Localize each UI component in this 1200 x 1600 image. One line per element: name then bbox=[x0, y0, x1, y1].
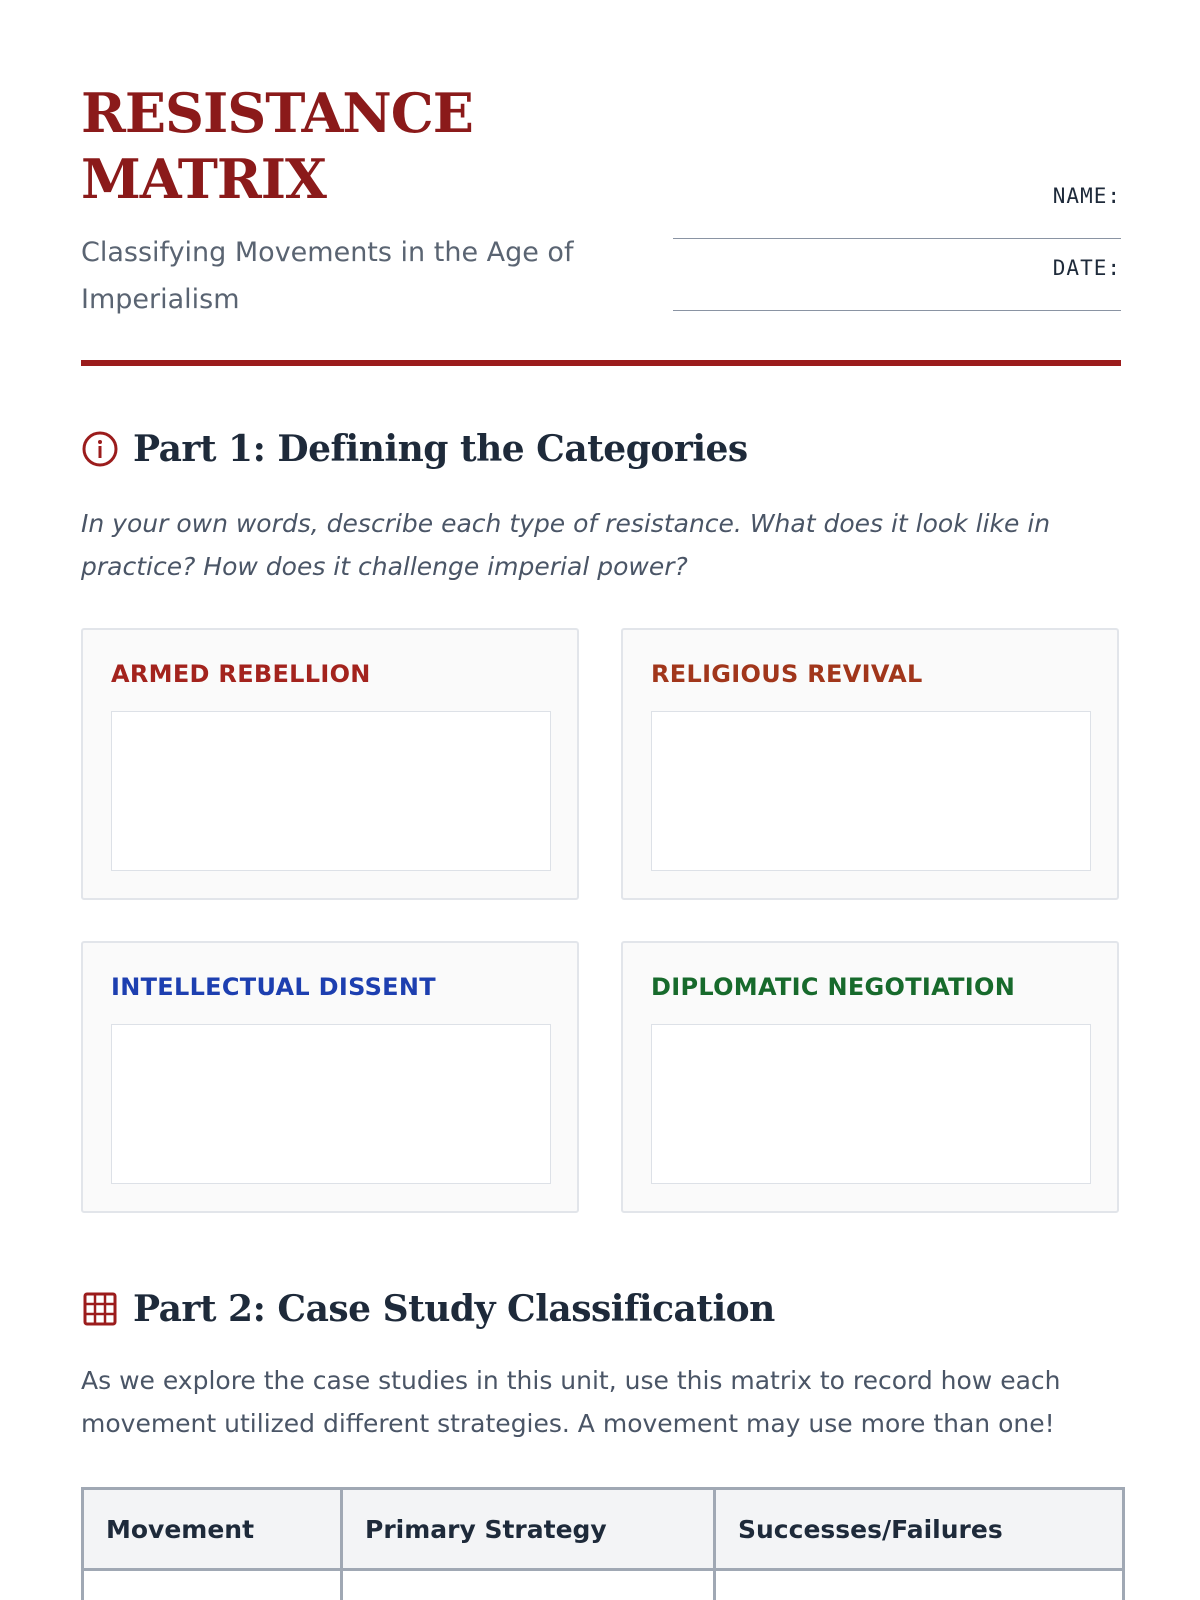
table-cell[interactable] bbox=[83, 1570, 342, 1600]
info-circle-icon bbox=[81, 430, 119, 468]
date-field[interactable] bbox=[673, 246, 1121, 318]
category-card-diplomatic-negotiation bbox=[621, 941, 1119, 1213]
category-answer-box[interactable] bbox=[111, 711, 551, 871]
table-header-row bbox=[83, 1489, 1124, 1570]
category-answer-box[interactable] bbox=[651, 1024, 1091, 1184]
title-line-2: MATRIX bbox=[81, 147, 326, 211]
part1-instructions: In your own words, describe each type of resistance. What does it look like in practice? How does it challenge imperial power? bbox=[81, 509, 1051, 581]
part1-title: Part 1: Defining the Categories bbox=[133, 428, 748, 470]
category-card-religious-revival bbox=[621, 628, 1119, 900]
table-cell[interactable] bbox=[342, 1570, 715, 1600]
name-field[interactable] bbox=[673, 174, 1121, 246]
name-line[interactable] bbox=[673, 238, 1121, 239]
part2-instructions: As we explore the case studies in this unit, use this matrix to record how each movement utilized different strategies. A movement may use more than one! bbox=[81, 1366, 1061, 1438]
header-divider bbox=[81, 360, 1121, 366]
student-info-fields bbox=[673, 174, 1121, 318]
category-answer-box[interactable] bbox=[111, 1024, 551, 1184]
category-card-armed-rebellion bbox=[81, 628, 579, 900]
worksheet-page bbox=[81, 0, 1121, 1544]
part2-heading bbox=[81, 1287, 775, 1331]
category-title: INTELLECTUAL DISSENT bbox=[111, 973, 436, 1001]
column-header-movement: Movement bbox=[83, 1489, 342, 1570]
column-header-successes-failures: Successes/Failures bbox=[715, 1489, 1124, 1570]
part2-title: Part 2: Case Study Classification bbox=[133, 1288, 775, 1330]
category-title: DIPLOMATIC NEGOTIATION bbox=[651, 973, 1016, 1001]
category-title: ARMED REBELLION bbox=[111, 660, 371, 688]
date-label: DATE: bbox=[1052, 256, 1121, 280]
name-label: NAME: bbox=[1052, 184, 1121, 208]
category-card-intellectual-dissent bbox=[81, 941, 579, 1213]
part1-heading bbox=[81, 427, 748, 471]
date-line[interactable] bbox=[673, 310, 1121, 311]
title-line-1: RESISTANCE bbox=[81, 81, 473, 145]
column-header-primary-strategy: Primary Strategy bbox=[342, 1489, 715, 1570]
worksheet-header bbox=[81, 0, 1121, 369]
page-subtitle: Classifying Movements in the Age of Imperialism bbox=[81, 237, 574, 315]
category-title: RELIGIOUS REVIVAL bbox=[651, 660, 923, 688]
classification-matrix bbox=[81, 1487, 1125, 1600]
table-row bbox=[83, 1570, 1124, 1600]
table-cell[interactable] bbox=[715, 1570, 1124, 1600]
grid-table-icon bbox=[81, 1290, 119, 1328]
category-answer-box[interactable] bbox=[651, 711, 1091, 871]
page-title bbox=[81, 80, 601, 212]
